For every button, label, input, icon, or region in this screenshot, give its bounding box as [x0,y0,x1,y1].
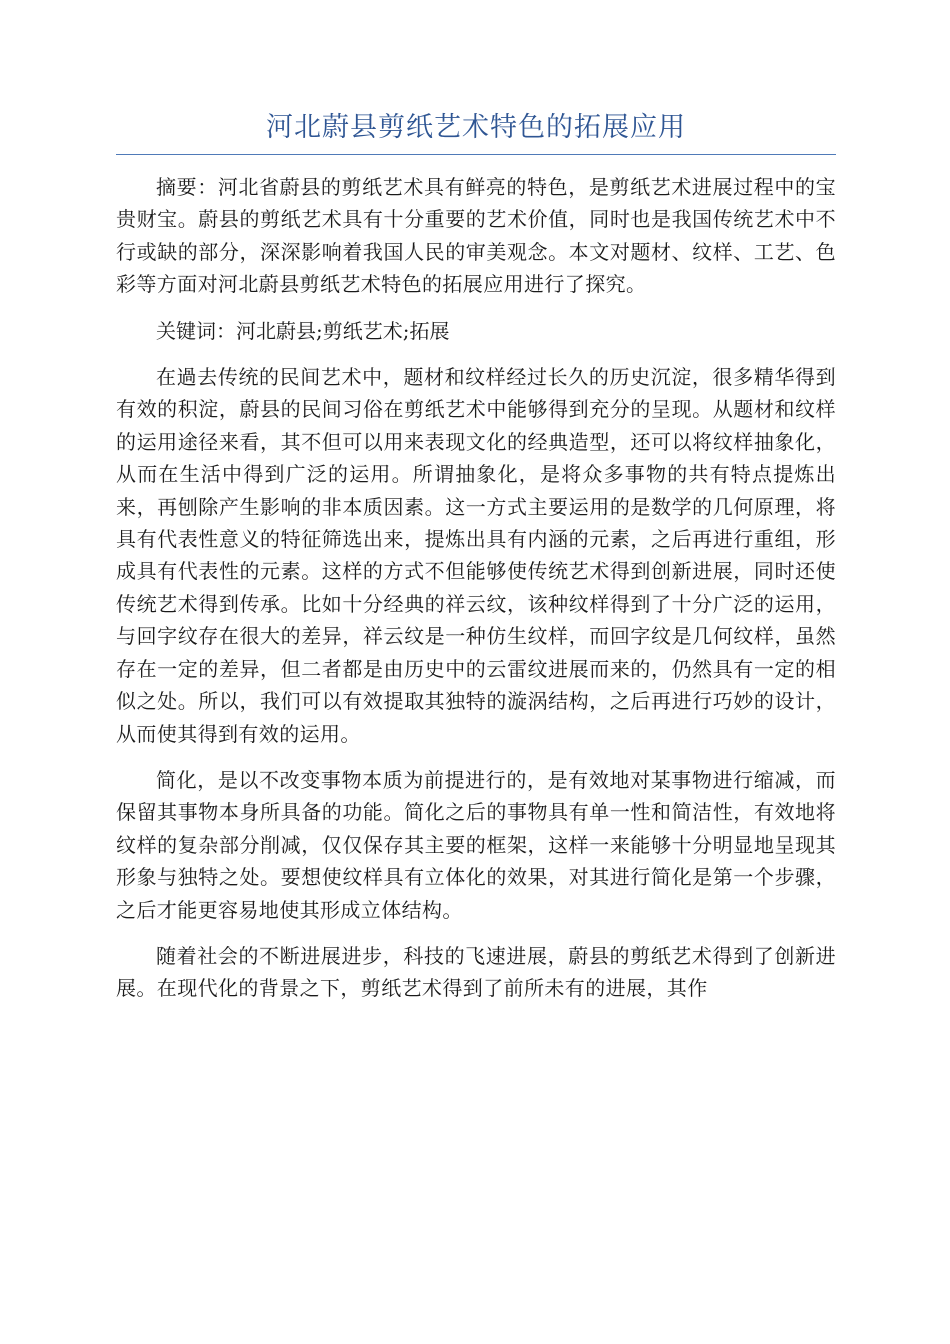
keywords-text: 河北蔚县;剪纸艺术;拓展 [236,318,450,343]
abstract-text: 河北省蔚县的剪纸艺术具有鲜亮的特色，是剪纸艺术进展过程中的宝贵财宝。蔚县的剪纸艺术具有十分重要的艺术价值，同时也是我国传统艺术中不行或缺的部分，深深影响着我国人民的审美观念。本文对题材、纹样、工艺、色彩等方面对河北蔚县剪纸艺术特色的拓展应用进行了探究。 [116,175,837,297]
body-paragraph-1: 在過去传统的民间艺术中，题材和纹样经过长久的历史沉淀，很多精华得到有效的积淀，蔚县的民间习俗在剪纸艺术中能够得到充分的呈现。从题材和纹样的运用途径来看，其不但可以用来表现文化的经典造型，还可以将纹样抽象化，从而在生活中得到广泛的运用。所谓抽象化，是将众多事物的共有特点提炼出来，再刨除产生影响的非本质因素。这一方式主要运用的是数学的几何原理，将具有代表性意义的特征筛选出来，提炼出具有内涵的元素，之后再进行重组，形成具有代表性的元素。这样的方式不但能够使传统艺术得到创新进展，同时还使传统艺术得到传承。比如十分经典的祥云纹，该种纹样得到了十分广泛的运用，与回字纹存在很大的差异，祥云纹是一种仿生纹样，而回字纹是几何纹样，虽然存在一定的差异，但二者都是由历史中的云雷纹进展而来的，仍然具有一定的相似之处。所以，我们可以有效提取其独特的漩涡结构，之后再进行巧妙的设计，从而使其得到有效的运用。 [116,365,836,746]
body-paragraph-3: 随着社会的不断进展进步，科技的飞速进展，蔚县的剪纸艺术得到了创新进展。在现代化的背景之下，剪纸艺术得到了前所未有的进展，其作 [116,943,836,1001]
document-title: 河北蔚县剪纸艺术特色的拓展应用 [266,112,686,143]
body-paragraph-2: 简化，是以不改变事物本质为前提进行的，是有效地对某事物进行缩减，而保留其事物本身所具备的功能。简化之后的事物具有单一性和简洁性，有效地将纹样的复杂部分削减，仅仅保存其主要的框架，这样一来能够十分明显地呈现其形象与独特之处。要想使纹样具有立体化的效果，对其进行简化是第一个步骤，之后才能更容易地使其形成立体结构。 [116,767,836,922]
keywords-label: 关键词： [156,318,236,343]
keywords-line [116,315,836,347]
abstract-label: 摘要： [156,175,218,199]
document-page [116,108,836,1019]
abstract-paragraph [116,171,836,301]
title-underline [116,154,836,155]
